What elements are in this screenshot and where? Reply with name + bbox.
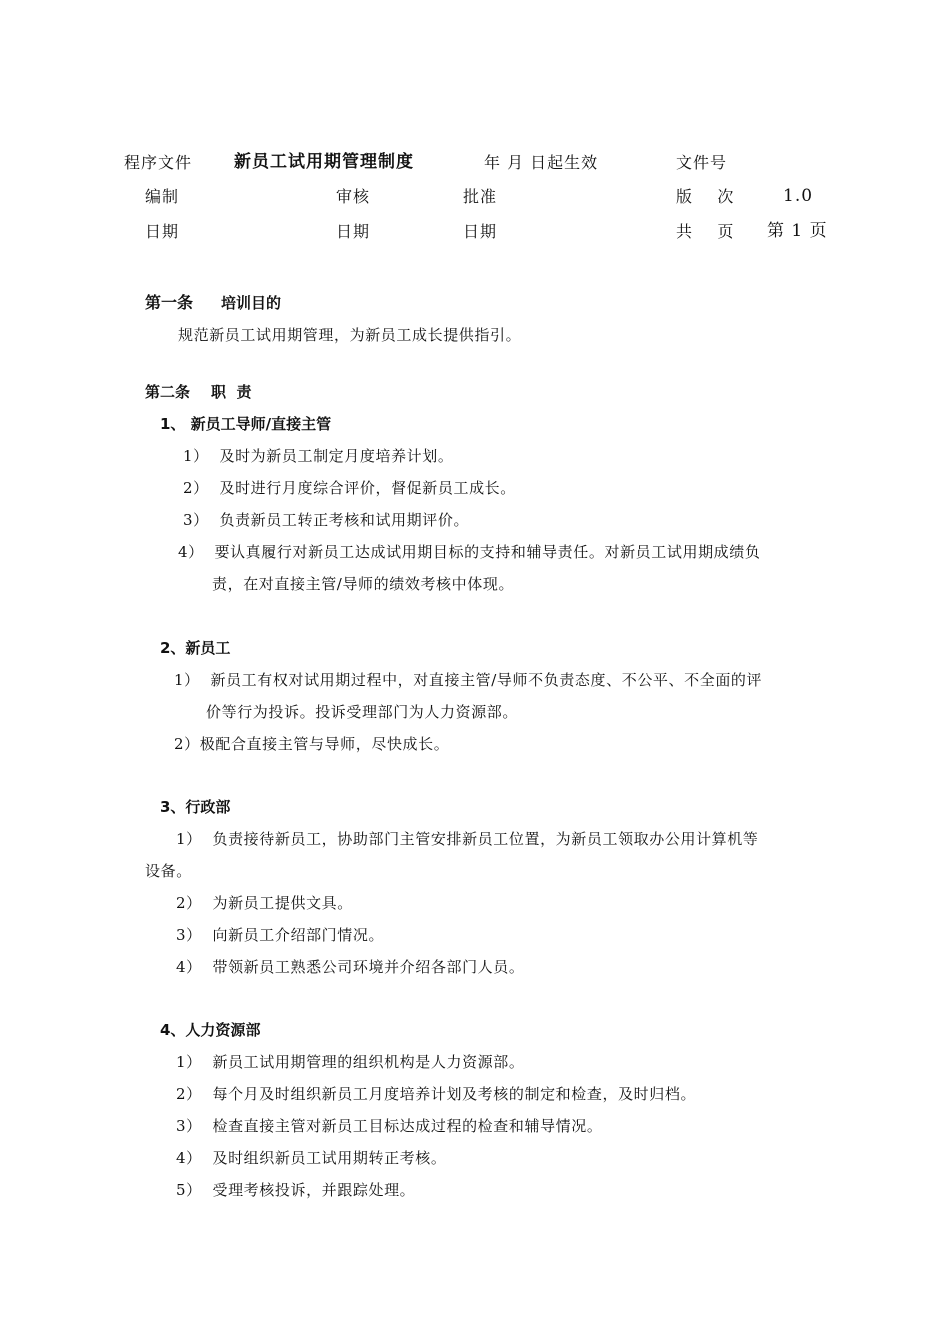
list-item: 4） 及时组织新员工试用期转正考核。: [176, 1149, 447, 1167]
list-item: 1） 新员工有权对试用期过程中，对直接主管/导师不负责态度、不公平、不全面的评: [174, 671, 763, 689]
list-item: 3） 检查直接主管对新员工目标达成过程的检查和辅导情况。: [176, 1117, 603, 1135]
date-label-2: 日期: [336, 222, 371, 241]
list-item: 2） 为新员工提供文具。: [176, 894, 353, 912]
date-label-1: 日期: [145, 222, 180, 241]
article-1-heading: 第一条: [145, 293, 194, 312]
doc-type: 程序文件: [124, 153, 193, 172]
list-item: 2） 每个月及时组织新员工月度培养计划及考核的制定和检查，及时归档。: [176, 1085, 697, 1103]
version-label: 版 次: [676, 187, 735, 206]
prepared-label: 编制: [145, 187, 180, 206]
list-item-continuation: 设备。: [145, 862, 192, 880]
list-item-continuation: 价等行为投诉。投诉受理部门为人力资源部。: [206, 703, 519, 721]
list-item: 2）极配合直接主管与导师，尽快成长。: [174, 735, 450, 753]
list-item: 1） 及时为新员工制定月度培养计划。: [183, 447, 454, 465]
group-admin-title: 3、行政部: [160, 798, 231, 816]
group-new-employee-title: 2、新员工: [160, 639, 231, 657]
list-item: 4） 要认真履行对新员工达成试用期目标的支持和辅导责任。对新员工试用期成绩负: [178, 543, 761, 561]
list-item: 3） 向新员工介绍部门情况。: [176, 926, 385, 944]
article-2-heading: 第二条: [145, 383, 191, 401]
list-item-continuation: 责，在对直接主管/导师的绩效考核中体现。: [212, 575, 515, 593]
list-item: 2） 及时进行月度综合评价，督促新员工成长。: [183, 479, 516, 497]
reviewed-label: 审核: [336, 187, 371, 206]
group-hr-title: 4、人力资源部: [160, 1021, 261, 1039]
list-item: 1） 新员工试用期管理的组织机构是人力资源部。: [176, 1053, 525, 1071]
page-number: 第 1 页: [767, 221, 828, 241]
approved-label: 批准: [463, 187, 498, 206]
list-item: 5） 受理考核投诉，并跟踪处理。: [176, 1181, 416, 1199]
date-label-3: 日期: [463, 222, 498, 241]
article-1-text: 规范新员工试用期管理，为新员工成长提供指引。: [178, 326, 522, 344]
list-item: 1） 负责接待新员工，协助部门主管安排新员工位置，为新员工领取办公用计算机等: [176, 830, 759, 848]
article-1-title: 培训目的: [221, 294, 282, 312]
effective-date: 年 月 日起生效: [484, 153, 599, 172]
doc-title: 新员工试用期管理制度: [234, 152, 414, 172]
total-pages-label: 共 页: [676, 222, 735, 241]
version-value: 1.0: [783, 186, 814, 206]
article-2-title: 职 责: [211, 383, 252, 401]
doc-number-label: 文件号: [676, 153, 728, 172]
group-mentor-title: 1、 新员工导师/直接主管: [160, 415, 332, 433]
list-item: 3） 负责新员工转正考核和试用期评价。: [183, 511, 470, 529]
list-item: 4） 带领新员工熟悉公司环境并介绍各部门人员。: [176, 958, 525, 976]
